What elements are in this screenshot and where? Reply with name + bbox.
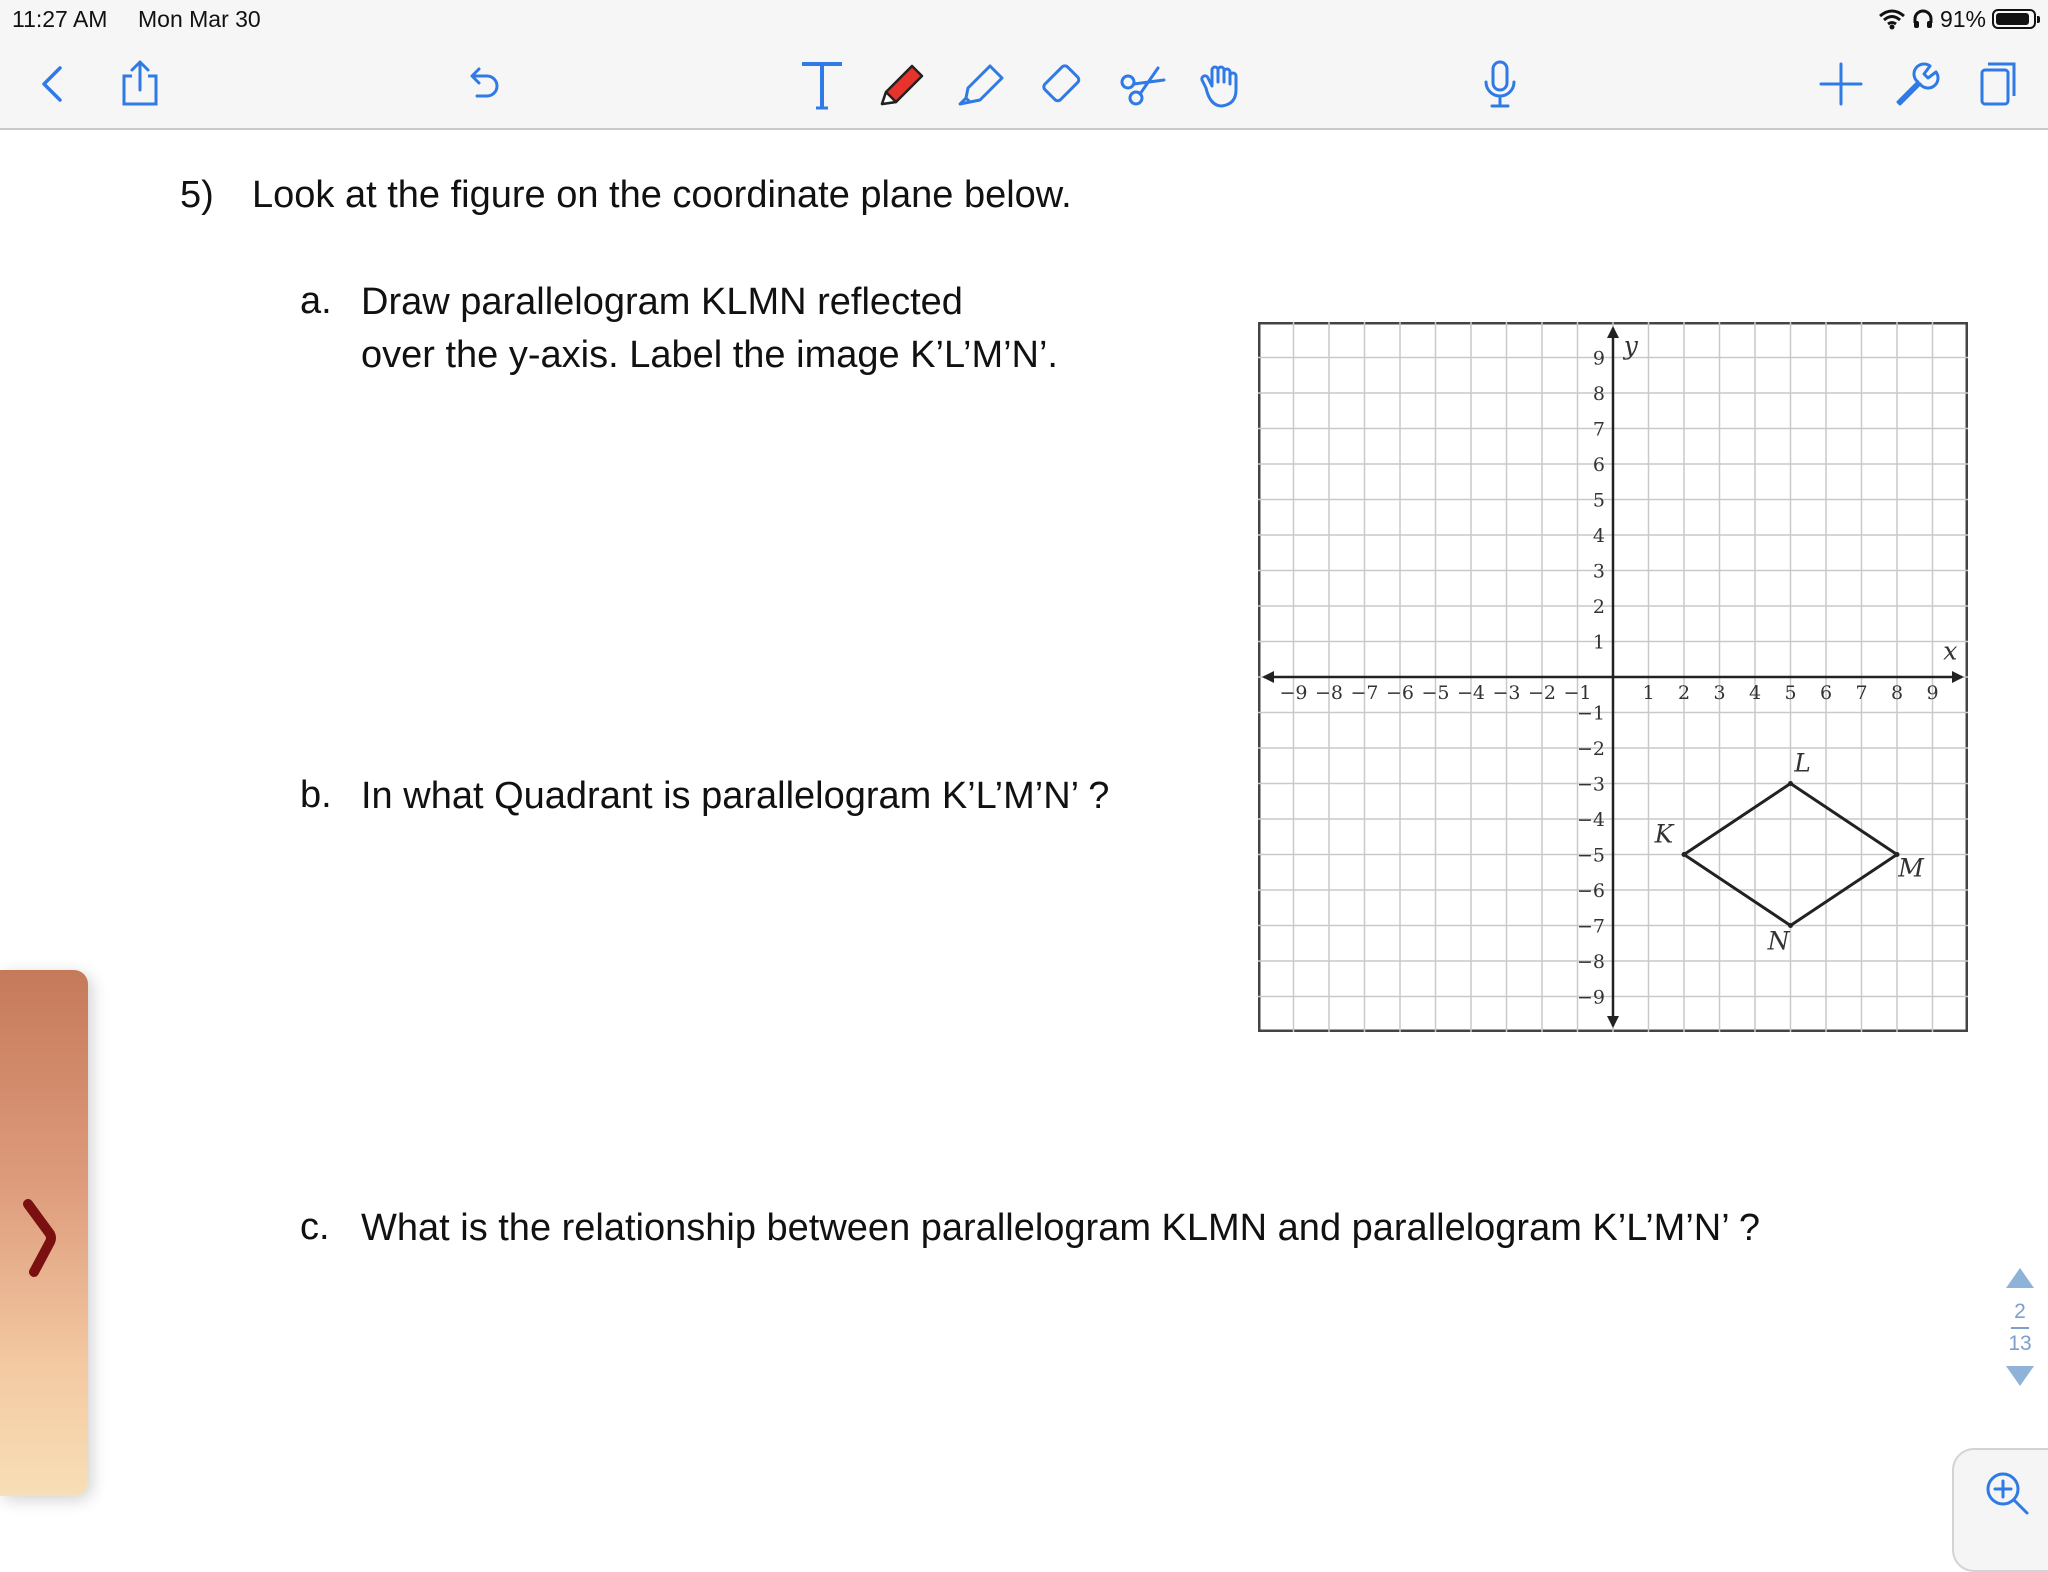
y-tick-label: −9 <box>1576 986 1605 1009</box>
part-a-letter: a. <box>300 280 332 322</box>
x-tick-label: −7 <box>1350 682 1379 704</box>
x-tick-label: −2 <box>1527 682 1557 704</box>
x-tick-label: −6 <box>1385 682 1415 704</box>
x-tick-label: −5 <box>1421 682 1450 704</box>
y-tick-label: 9 <box>1592 347 1605 370</box>
status-date: Mon Mar 30 <box>138 6 261 32</box>
y-tick-label: 6 <box>1592 454 1605 476</box>
vertex-label-k: K <box>1654 819 1674 849</box>
y-tick-label: 2 <box>1592 596 1605 618</box>
side-drawer-tab[interactable] <box>0 970 88 1496</box>
page-current: 2 <box>2014 1300 2026 1323</box>
add-icon[interactable] <box>1813 52 1869 116</box>
zoom-button[interactable] <box>1952 1448 2048 1572</box>
page-indicator <box>2000 1268 2040 1404</box>
y-tick-label: −1 <box>1576 702 1605 725</box>
x-tick-label: 2 <box>1677 682 1691 704</box>
y-tick-label: 4 <box>1592 525 1605 547</box>
part-a-text <box>361 276 1058 382</box>
hand-icon[interactable] <box>1190 52 1246 116</box>
y-tick-label: −5 <box>1576 844 1605 867</box>
zoom-in-icon <box>1984 1470 2030 1516</box>
eraser-icon[interactable] <box>1034 52 1090 116</box>
x-tick-label: −1 <box>1563 682 1592 704</box>
battery-icon <box>1992 9 2036 29</box>
status-time: 11:27 AM <box>12 6 108 32</box>
x-tick-label: 9 <box>1926 682 1939 704</box>
part-a-line-1: Draw parallelogram KLMN reflected <box>361 281 963 323</box>
x-tick-label: −4 <box>1456 682 1486 704</box>
y-tick-label: 1 <box>1592 631 1605 654</box>
wifi-icon <box>1878 8 1906 30</box>
x-tick-label: 5 <box>1784 682 1797 704</box>
share-icon[interactable] <box>112 52 168 116</box>
coordinate-plane <box>1258 322 1968 1032</box>
y-tick-label: −3 <box>1576 773 1605 796</box>
part-a-line-2: over the y-axis. Label the image K’L’M’N’. <box>361 334 1058 376</box>
y-tick-label: 5 <box>1592 489 1605 512</box>
status-indicators <box>1878 4 2036 34</box>
back-icon[interactable] <box>26 52 82 116</box>
x-tick-label: −9 <box>1279 682 1308 704</box>
y-tick-label: 3 <box>1592 560 1605 583</box>
vertex-point-k <box>1682 852 1687 857</box>
part-b-line-1: In what Quadrant is parallelogram K’L’M’N’ ? <box>361 775 1110 817</box>
x-tick-label: 1 <box>1642 682 1655 704</box>
highlighter-icon[interactable] <box>952 52 1008 116</box>
x-tick-label: −8 <box>1314 682 1344 704</box>
page-divider <box>2011 1327 2029 1329</box>
part-c-text <box>361 1202 1760 1255</box>
y-tick-label: −7 <box>1576 915 1605 938</box>
part-b-text <box>361 770 1109 823</box>
page-down-icon[interactable] <box>2006 1366 2034 1386</box>
x-tick-label: −3 <box>1492 682 1521 704</box>
pen-icon[interactable] <box>872 52 928 116</box>
scissors-icon[interactable] <box>1114 52 1170 116</box>
vertex-label-l: L <box>1794 748 1811 778</box>
y-tick-label: 8 <box>1592 383 1605 405</box>
y-tick-label: 7 <box>1592 418 1605 441</box>
y-axis-label: y <box>1623 330 1638 360</box>
question-number: 5) <box>180 174 214 216</box>
pages-icon[interactable] <box>1968 52 2024 116</box>
part-c-letter: c. <box>300 1206 330 1248</box>
battery-percent: 91% <box>1939 5 1986 32</box>
part-b-letter: b. <box>300 774 332 816</box>
x-tick-label: 8 <box>1890 682 1904 704</box>
y-tick-label: −2 <box>1576 738 1605 760</box>
x-tick-label: 6 <box>1819 682 1833 704</box>
vertex-label-m: M <box>1898 853 1924 883</box>
question-text: Look at the figure on the coordinate plane below. <box>252 174 1072 216</box>
page-up-icon[interactable] <box>2006 1268 2034 1288</box>
page-total: 13 <box>2008 1332 2032 1355</box>
y-tick-label: −6 <box>1576 880 1605 902</box>
chevron-right-icon <box>20 1198 60 1278</box>
top-toolbar <box>0 0 2048 130</box>
x-axis-label: x <box>1943 636 1958 666</box>
headphones-icon <box>1912 8 1934 30</box>
x-tick-label: 7 <box>1855 682 1868 704</box>
text-tool-icon[interactable] <box>794 52 850 116</box>
microphone-icon[interactable] <box>1472 52 1528 116</box>
y-tick-label: −4 <box>1576 809 1605 831</box>
part-c-line-1: What is the relationship between parallelogram KLMN and parallelogram K’L’M’N’ ? <box>361 1207 1760 1249</box>
vertex-label-n: N <box>1767 926 1790 956</box>
x-tick-label: 4 <box>1748 682 1762 704</box>
vertex-point-l <box>1788 781 1793 786</box>
settings-icon[interactable] <box>1888 52 1944 116</box>
x-tick-label: 3 <box>1713 682 1726 704</box>
y-tick-label: −8 <box>1576 951 1605 973</box>
undo-icon[interactable] <box>455 52 511 116</box>
